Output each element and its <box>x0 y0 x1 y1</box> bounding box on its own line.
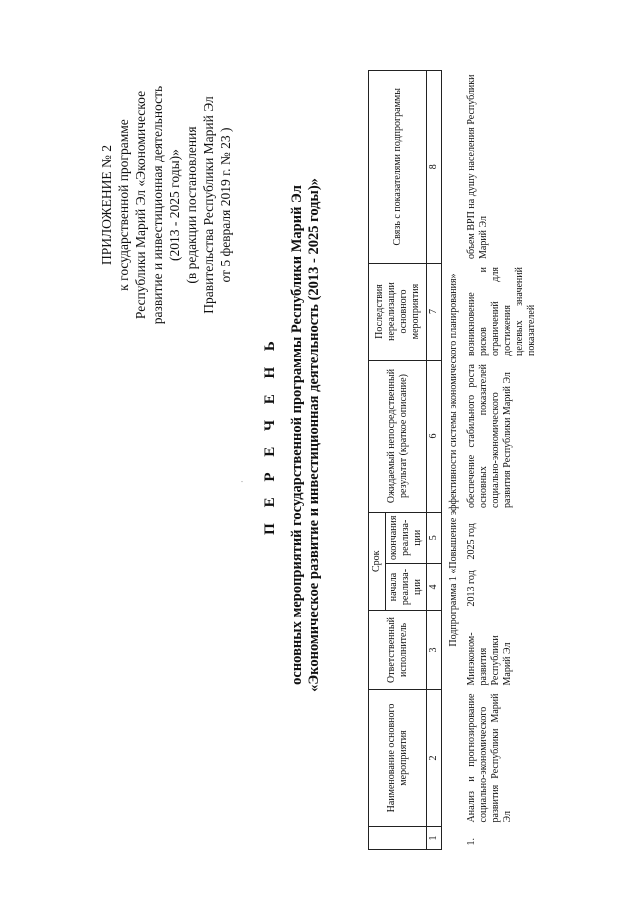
row-start: 2013 год <box>466 570 477 607</box>
measures-table <box>368 70 540 850</box>
column-number: 2 <box>427 690 442 827</box>
header-consequences: Последствия нереализации основного мероприятия <box>369 263 427 360</box>
column-number: 5 <box>427 512 442 563</box>
appendix-line: к государственной программе <box>116 119 131 291</box>
document-subtitle-line1: основных мероприятий государственной программы Республики Марий Эл <box>289 185 305 685</box>
column-number: 8 <box>427 71 442 264</box>
header-executor: Ответственный исполнитель <box>369 611 427 690</box>
appendix-line: развитие и инвестиционная деятельность <box>150 85 165 325</box>
row-end: 2025 год <box>466 523 477 560</box>
header-result: Ожидаемый непосредственный результат (краткое описание) <box>369 360 427 512</box>
appendix-line: Правительства Республики Марий Эл <box>201 96 216 314</box>
appendix-line: ПРИЛОЖЕНИЕ № 2 <box>99 144 114 266</box>
row-name: Анализ и прогнозирование социально-экономического развития Республики Марий Эл <box>466 693 513 823</box>
header-start: начала реализа-ции <box>386 564 427 611</box>
subprogram-title: Подпрограмма 1 «Повышение эффективности системы экономического планирования» <box>448 273 459 647</box>
column-number: 1 <box>427 827 442 850</box>
appendix-line: (в редакции постановления <box>184 126 199 284</box>
document-heading <box>262 65 323 805</box>
row-number: 1. <box>466 838 477 846</box>
header-end: окончания реализа-ции <box>386 512 427 563</box>
stray-mark: · <box>238 480 247 483</box>
appendix-block <box>98 55 234 355</box>
appendix-line: от 5 февраля 2019 г. № 23 ) <box>218 127 233 283</box>
column-number: 7 <box>427 263 442 360</box>
row-result: обеспечение стабильного роста основных показателей социально-экономического развития Республики Марий Эл <box>466 364 513 509</box>
header-number <box>369 827 427 850</box>
column-number: 6 <box>427 360 442 512</box>
column-number: 4 <box>427 564 442 611</box>
row-link: объем ВРП на душу населения Республики Марий Эл <box>466 74 489 260</box>
document-subtitle-line2: «Экономическое развитие и инвестиционная деятельность (2013 - 2025 годы)» <box>306 178 322 692</box>
row-executor: Минэконом-развития Республики Марий Эл <box>466 632 513 686</box>
subprogram-row <box>442 71 465 850</box>
appendix-line: Республики Марий Эл «Экономическое <box>133 90 148 320</box>
row-consequences: возникновение рисков и ограничений для достижения целевых значений показателей <box>466 267 537 357</box>
table-row <box>464 71 540 850</box>
column-number: 3 <box>427 611 442 690</box>
header-name: Наименование основного мероприятия <box>369 690 427 827</box>
header-link: Связь с показателями подпрограммы <box>369 71 427 264</box>
appendix-line: (2013 - 2025 годы)» <box>167 149 182 261</box>
column-numbers-row <box>427 71 442 850</box>
document-title: П Е Р Е Ч Е Н Ь <box>262 335 278 535</box>
header-term: Срок <box>369 512 386 610</box>
